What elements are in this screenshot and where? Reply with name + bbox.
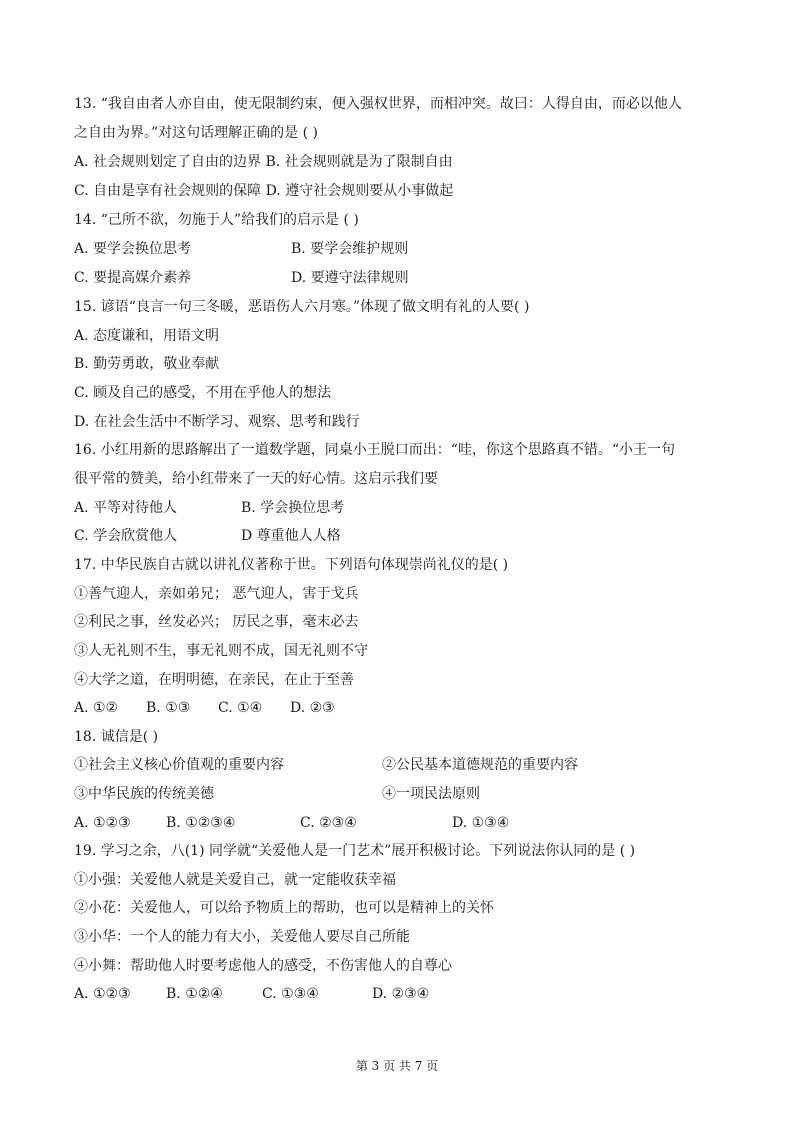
q17-option-c: C. ①④: [218, 700, 263, 716]
q16-option-d: D 尊重他人人格: [241, 528, 341, 544]
q19-statement-3: ③小华：一个人的能力有大小，关爱他人要尽自己所能: [74, 929, 410, 945]
q19-statement-1: ①小强：关爱他人就是关爱自己，就一定能收获幸福: [74, 872, 396, 888]
q18-statement-4: ④一项民法原则: [382, 786, 480, 802]
q19-option-c: C. ①③④: [262, 986, 319, 1002]
q17-statement-2: ②利民之事，丝发必兴； 厉民之事，毫末必去: [74, 614, 359, 630]
q18-statement-1: ①社会主义核心价值观的重要内容: [74, 757, 284, 773]
q16-option-b: B. 学会换位思考: [241, 500, 345, 516]
q19-statement-4: ④小舞：帮助他人时要考虑他人的感受，不伤害他人的自尊心: [74, 958, 452, 974]
q14-stem: 14. “己所不欲，勿施于人”给我们的启示是 ( ): [74, 212, 359, 228]
q18-statement-3: ③中华民族的传统美德: [74, 786, 214, 802]
q19-stem: 19. 学习之余，八(1) 同学就“关爱他人是一门艺术”展开积极讨论。下列说法你认同的是 ( ): [74, 843, 636, 859]
q18-statement-2: ②公民基本道德规范的重要内容: [382, 757, 578, 773]
q17-option-a: A. ①②: [74, 700, 119, 716]
q14-option-d: D. 要遵守法律规则: [291, 270, 409, 286]
q16-option-c: C. 学会欣赏他人: [74, 528, 178, 544]
q15-option-c: C. 顾及自己的感受，不用在乎他人的想法: [74, 385, 332, 401]
q14-option-c: C. 要提高媒介素养: [74, 270, 192, 286]
q15-option-d: D. 在社会生活中不断学习、观察、思考和践行: [74, 414, 360, 430]
q18-option-b: B. ①②③④: [166, 815, 236, 831]
q13-stem-line2: 之自由为界。”对这句话理解正确的是 ( ): [74, 125, 318, 141]
q17-option-d: D. ②③: [290, 700, 335, 716]
q17-statement-4: ④大学之道，在明明德，在亲民，在止于至善: [74, 672, 354, 688]
q17-statement-1: ①善气迎人，亲如弟兄； 恶气迎人，害于戈兵: [74, 586, 359, 602]
q15-option-b: B. 勤劳勇敢，敬业奉献: [74, 356, 220, 372]
q13-stem-line1: 13. “我自由者人亦自由，使无限制约束，便入强权世界，而相冲突。故曰：人得自由，而必以他人: [74, 96, 682, 112]
q17-stem: 17. 中华民族自古就以讲礼仪著称于世。下列语句体现崇尚礼仪的是( ): [74, 557, 509, 573]
q13-options-line2: C. 自由是享有社会规则的保障 D. 遵守社会规则要从小事做起: [74, 183, 454, 199]
q16-stem-line2: 很平常的赞美，给小红带来了一天的好心情。这启示我们要: [74, 471, 438, 487]
q15-option-a: A. 态度谦和，用语文明: [74, 328, 220, 344]
q17-option-b: B. ①③: [146, 700, 191, 716]
q13-options-line1: A. 社会规则划定了自由的边界 B. 社会规则就是为了限制自由: [74, 154, 453, 170]
q19-option-b: B. ①②④: [166, 986, 223, 1002]
q14-option-b: B. 要学会维护规则: [291, 241, 409, 257]
q17-statement-3: ③人无礼则不生，事无礼则不成，国无礼则不守: [74, 643, 368, 659]
q16-stem-line1: 16. 小红用新的思路解出了一道数学题，同桌小王脱口而出：“哇，你这个思路真不错。“小王一句: [74, 442, 676, 458]
page-number: 第 3 页 共 7 页: [355, 1059, 439, 1073]
q18-option-c: C. ②③④: [300, 815, 357, 831]
q18-option-a: A. ①②③: [74, 815, 131, 831]
q14-option-a: A. 要学会换位思考: [74, 241, 192, 257]
q19-option-a: A. ①②③: [74, 986, 131, 1002]
q16-option-a: A. 平等对待他人: [74, 500, 178, 516]
q19-option-d: D. ②③④: [372, 986, 430, 1002]
q19-statement-2: ②小花：关爱他人，可以给予物质上的帮助，也可以是精神上的关怀: [74, 900, 494, 916]
q18-stem: 18. 诚信是( ): [74, 729, 159, 745]
q15-stem: 15. 谚语“良言一句三冬暖，恶语伤人六月寒。”体现了做文明有礼的人要( ): [74, 299, 530, 315]
q18-option-d: D. ①③④: [452, 815, 510, 831]
